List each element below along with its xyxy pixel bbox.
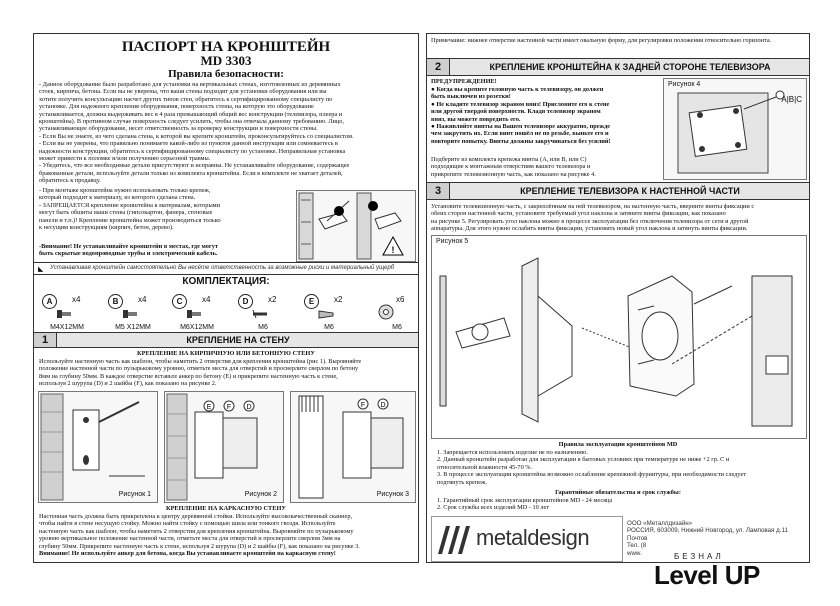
warning-text <box>39 243 299 258</box>
safety-line: - Если Вы не знаете, из чего сделана стена, к которой вы крепите кронштейн, проконсультируйтесь со специалистом. <box>39 132 354 140</box>
figure-caption: Рисунок 2 <box>244 491 277 498</box>
warning-line: чем закрутить их. Если винт пошёл не по резьбе, выньте его и <box>431 130 609 138</box>
kit-title: КОМПЛЕКТАЦИЯ: <box>182 276 270 287</box>
safety-line: хотите получить консультацию насчет других типов стен, обратитесь к сертифицированному специалисту по <box>39 95 333 103</box>
tv-to-wall-image <box>432 236 806 438</box>
section-2-warnings <box>431 86 659 145</box>
section-line: настенную часть как шаблон, чтобы наметить 2 отверстия для крепления кронштейна. Выровняйте по пузырьковому <box>39 527 354 535</box>
section-number: 2 <box>427 59 450 75</box>
figure-caption: Рисунок 5 <box>436 238 469 245</box>
doc-title: ПАСПОРТ НА КРОНШТЕЙН <box>121 39 331 55</box>
rule-line: относительной влажности 45-70 %. <box>437 463 533 471</box>
kit-name: M5 X12MM <box>115 324 151 331</box>
safety-text-2 <box>39 187 291 231</box>
figure-caption: Рисунок 4 <box>668 81 701 88</box>
screw-icon <box>56 306 72 322</box>
safety-line: устанавливающее оборудование, несет ответственность за проверку конструкции и поверхности стены. <box>39 125 318 133</box>
tv-back-plate-image <box>664 79 806 179</box>
section-line: прикрепите телевизионную часть, как показано на рисунке 4. <box>431 170 596 178</box>
warning-line: повторите попытку. Винты должны закручиваться без усилий! <box>431 137 611 145</box>
safety-text <box>39 81 417 185</box>
kit-letter: E <box>304 294 319 309</box>
figure-caption: Рисунок 1 <box>118 491 151 498</box>
section-1-subtitle-2: КРЕПЛЕНИЕ НА КАРКАСНУЮ СТЕНУ <box>166 505 286 512</box>
section-line: Настенная часть должна быть прикреплена к центру деревянной стойки. Используйте высококачественный сканнер, <box>39 513 353 520</box>
kit-name: M6 <box>392 324 402 331</box>
section-line: положение настенной части по пузырьковому уровню, отметьте места для отверстий и просверлите сверлом по бетону <box>39 365 359 373</box>
company-line: www. <box>627 549 642 557</box>
kit-qty: x6 <box>396 295 405 304</box>
kit-name: M6X12MM <box>180 324 214 331</box>
section-1-text-2 <box>39 513 417 557</box>
figure-3 <box>290 391 416 503</box>
section-number: 1 <box>34 333 57 347</box>
section-title: КРЕПЛЕНИЕ НА СТЕНУ <box>186 335 290 345</box>
safety-line: установке. Для надежного крепления оборудования, поверхность стены, на которую это оборудование <box>39 103 314 111</box>
safety-line: - При монтаже кронштейна нужно использовать только крепеж, <box>39 187 211 194</box>
section-line: подходящие к монтажным отверстиям вашего телевизора и <box>431 163 591 171</box>
rule-line: подтянуть крепеж. <box>437 478 487 486</box>
safety-line: который подходит к материалу, из которого сделана стена. <box>39 194 196 202</box>
brand-box <box>431 516 623 562</box>
right-panel <box>426 33 810 563</box>
section-line: глубину 50мм. Прикрепите настенную часть к стене, используя 2 шурупа (D) и 2 шайбы (F), как показано на рисунке 3. <box>39 542 360 550</box>
rules-list <box>437 449 805 486</box>
section-1-header <box>33 332 419 348</box>
drill-warning-image <box>297 191 415 261</box>
svg-text:!: ! <box>391 245 395 255</box>
note: Примечание: нижнее отверстие настенной части имеет овальную форму, для регулировки положения относительно горизонта. <box>431 37 772 44</box>
rule-line: 2. Данный кронштейн разработан для эксплуатации в бытовых условиях при температуре не ниже +2 гр. С и <box>437 456 730 464</box>
kit-qty: x2 <box>334 295 343 304</box>
safety-line: кронштейна). В противном случае поверхность следует усилить, чтобы она отвечала данному требованию. Лицо, <box>39 118 344 126</box>
company-line: Тел. (8 <box>627 542 647 550</box>
safety-line: могут быть обшиты ваши стены (гипсокартон, фанера, стеновые <box>39 209 213 217</box>
company-line: РОССИЯ, 603009, Нижний Новгород, ул. Ламповая д.11 <box>627 527 788 535</box>
svg-text:D: D <box>380 402 386 409</box>
kit-letter: B <box>108 294 123 309</box>
section-line: 8мм на глубину 50мм. В каждое отверстие вставьте анкер по бетону (E) и прикрепите настенную часть к стене, <box>39 372 338 380</box>
safety-line: обратитесь к продавцу. <box>39 177 101 185</box>
svg-text:E: E <box>206 404 212 411</box>
warranty-line: 1. Гарантийный срок эксплуатации кронштейнов MD - 24 месяца <box>437 497 613 504</box>
section-line: используя 2 шурупа (D) и 2 шайбы (F), как показано на рисунке 2. <box>39 380 217 388</box>
warranty-line: 2. Срок службы всех изделий MD - 10 лет <box>437 504 550 512</box>
kit-name: M6 <box>258 324 268 331</box>
section-number: 3 <box>427 183 450 199</box>
warranty-list <box>437 497 805 512</box>
anchor-icon <box>318 306 334 322</box>
svg-text:F: F <box>360 402 366 409</box>
wood-screw-icon <box>252 306 268 322</box>
safety-line: бракованные детали, используйте детали только из комплекта кронштейна. Если в комплекте не хватает деталей, <box>39 169 343 177</box>
figure-5 <box>431 235 807 439</box>
safety-line: - Если вы не уверены, что правильно понимаете какой-либо из пунктов данной инструкции или сомневаетесь в <box>39 140 338 148</box>
section-warning: Внимание! Не используйте анкер для бетона, когда Вы устанавливаете кронштейн на каркасную стену! <box>39 550 336 558</box>
section-line: Установите телевизионную часть, с закреплённым на ней телевизором, на настенную часть, вверните винты фиксации с <box>431 203 755 210</box>
brand-logo-icon <box>436 522 472 556</box>
safety-line: - ЗАПРЕЩАЕТСЯ крепление кронштейна к материалам, которыми <box>39 201 221 209</box>
section-line: уровню вертикальное положение настенной части, отметьте места для отверстий и просверлите сверлом 3мм на <box>39 535 341 543</box>
figure-2 <box>164 391 284 503</box>
section-2-header <box>426 58 810 76</box>
warning-line: ● Наживляйте винты на Вашем телевизоре аккуратно, прежде <box>431 123 611 131</box>
rule-line: 3. В процессе эксплуатации кронштейна возможно ослабление крепежной фурнитуры, при необходимости следует <box>437 471 746 479</box>
watermark-main: Level UP <box>654 560 760 590</box>
kit-qty: x4 <box>72 295 81 304</box>
stud-mount-image <box>291 392 415 502</box>
section-3-text <box>431 203 807 233</box>
section-line: аппаратуры. Для этого нужно ослабить винты фиксации, установить новый угол наклона и затянуть винты фиксации. <box>431 225 748 233</box>
section-title: КРЕПЛЕНИЕ КРОНШТЕЙНА К ЗАДНЕЙ СТОРОНЕ ТЕЛЕВИЗОРА <box>489 62 771 72</box>
figure-4 <box>663 78 807 180</box>
left-panel <box>33 33 419 563</box>
safety-line: - Убедитесь, что все необходимые детали присутствуют и исправны. Не устанавливайте оборудование, содержащее <box>39 162 350 170</box>
warning-title: ПРЕДУПРЕЖДЕНИЕ! <box>431 78 497 85</box>
safety-title: Правила безопасности: <box>168 68 284 80</box>
warning-line: быть скрытые водопроводные трубы и электрический кабель. <box>39 250 218 258</box>
kit-letter: C <box>172 294 187 309</box>
screw-icon <box>122 306 138 322</box>
safety-line: устанавливается, должна выдерживать вес в 4 раза превышающий общий вес конструкции (телевизора, плеера и <box>39 110 343 118</box>
kit-name: M6 <box>324 324 334 331</box>
anchor-mount-image <box>165 392 283 502</box>
watermark <box>652 552 784 600</box>
watermark-small: БЕЗНАЛ <box>674 552 724 561</box>
section-3-header <box>426 182 810 200</box>
section-line: Подберите из комплекта крепежа винты (A, или B, или C) <box>431 156 587 163</box>
washer-icon <box>378 304 394 320</box>
kit-qty: x4 <box>202 295 211 304</box>
section-line: Используйте настенную часть как шаблон, чтобы наметить 2 отверстия для крепления кронштейна (рис 1). Выровняйте <box>39 358 362 365</box>
rule-line: 1. Запрещается использовать изделие не по назначению. <box>437 449 588 456</box>
section-line: обеих сторон настенной части, установите требуемый угол наклона и затяните винты фиксации, как показано <box>431 210 726 218</box>
info-icon: ◣ <box>38 265 44 273</box>
rules-title: Правила эксплуатации кронштейнов MD <box>558 441 678 448</box>
safety-line: к несущим конструкциям (кирпич, бетон, дерево). <box>39 224 174 232</box>
section-1-text <box>39 358 417 388</box>
kit-qty: x2 <box>268 295 277 304</box>
screw-icon <box>186 306 202 322</box>
company-line: Почтов <box>627 534 648 542</box>
figure-1 <box>38 391 158 503</box>
screw-labels: A|B|C <box>781 95 802 104</box>
warning-line: ● Не кладите телевизор экраном вниз! Прислоните его к стене <box>431 100 610 108</box>
brand-name: metaldesign <box>476 525 590 550</box>
warning-line: -Внимание! Не устанавливайте кронштейн в местах, где могут <box>39 243 218 250</box>
svg-text:D: D <box>246 404 252 411</box>
safety-line: панели и т.п.)! Крепление кронштейна может производиться только <box>39 216 221 224</box>
safety-illustration <box>296 190 416 262</box>
warning-line: вниз, вы можете повредить его. <box>431 115 521 123</box>
warning-line: или другой твердой поверхности. Кладя телевизор экраном <box>431 108 601 116</box>
kit-letter: D <box>238 294 253 309</box>
section-line: чтобы найти в стене несущую стойку. Можно найти стойку с помощью шила или тонкого гвоздя. Используйте <box>39 520 336 528</box>
doc-model: MD 3303 <box>200 53 252 68</box>
safety-line: надежности конструкции, обратитесь к сертифицированному специалисту по установке. Неправильная установка <box>39 147 346 155</box>
safety-line: может привести к поломке и/или получению серьезной травмы. <box>39 155 211 163</box>
safety-line: - Данное оборудование было разработано для установки на вертикальных стенах, изготовленных из деревянных <box>39 81 341 88</box>
company-line: ООО «Металлдизайн» <box>627 520 693 527</box>
wall-template-image <box>39 392 157 502</box>
section-2-text <box>431 156 659 178</box>
section-line: на рисунке 5. Регулировать угол наклона можно в процессе эксплуатации без отключения телевизора от сети и другой <box>431 217 749 225</box>
warning-line: быть выключен из розетки! <box>431 93 511 101</box>
warning-line: ● Когда вы крепите головную часть к телевизору, он должен <box>431 86 604 93</box>
safety-line: стоек, кирпича, бетона. Если вы не уверены, что ваши стены подходят для установки оборудования или вы <box>39 88 327 96</box>
kit-letter: A <box>42 294 57 309</box>
section-title: КРЕПЛЕНИЕ ТЕЛЕВИЗОРА К НАСТЕННОЙ ЧАСТИ <box>520 186 740 196</box>
kit-qty: x4 <box>138 295 147 304</box>
svg-text:F: F <box>226 404 232 411</box>
figure-caption: Рисунок 3 <box>376 491 409 498</box>
section-1-subtitle: КРЕПЛЕНИЕ НА КИРПИЧНУЮ ИЛИ БЕТОННУЮ СТЕНУ <box>137 350 315 357</box>
note-text <box>431 37 807 44</box>
disclaimer-text: Устанавливая кронштейн самостоятельно Вы несёте ответственность за возможные риски и материальный ущерб <box>50 265 395 271</box>
kit-name: M4X12MM <box>50 324 84 331</box>
warranty-title: Гарантийные обязательства и срок службы: <box>555 489 681 496</box>
